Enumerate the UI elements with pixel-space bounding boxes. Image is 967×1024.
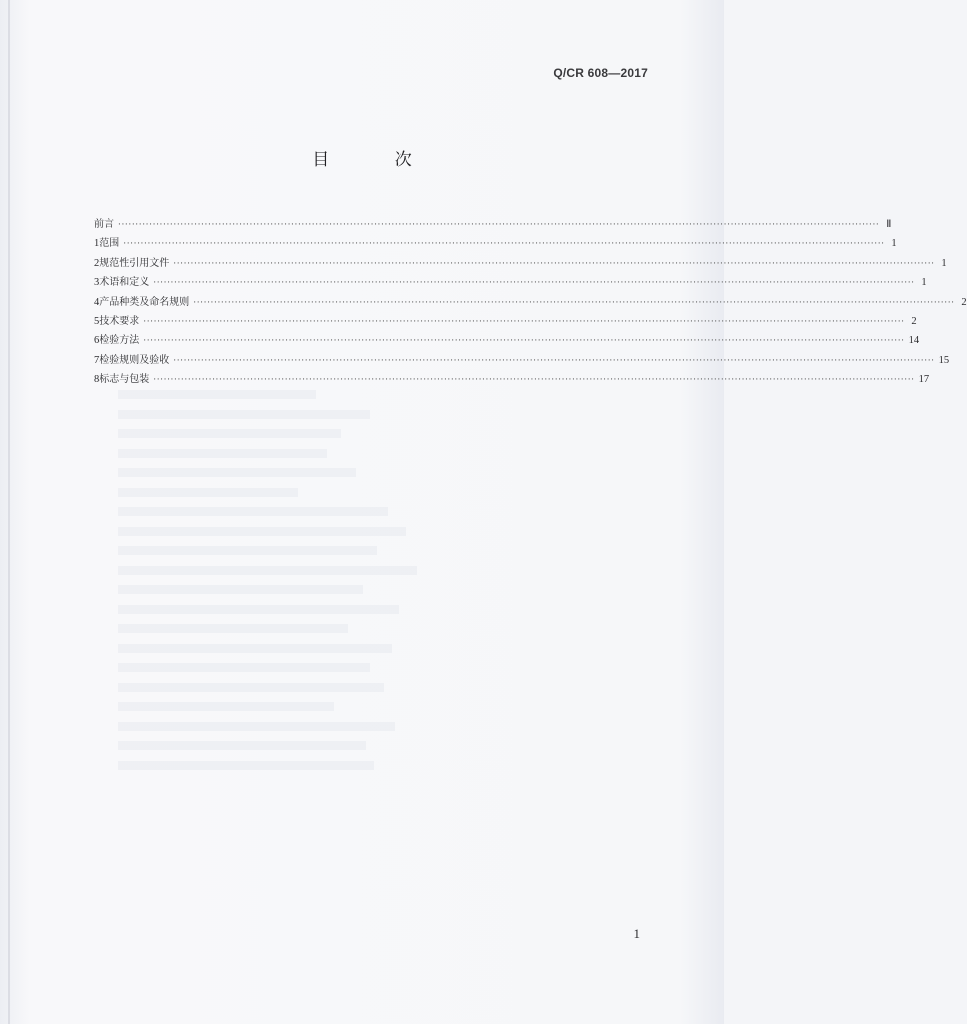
- toc-leader: ····························································································································································································································: [118, 220, 880, 230]
- toc-entry-terms-definitions[interactable]: [94, 273, 927, 292]
- toc-page: 1: [921, 277, 927, 289]
- toc-entry-inspection-rules[interactable]: [94, 351, 950, 370]
- toc-label: 产品种类及命名规则: [99, 296, 190, 308]
- toc-label: 检验规则及验收: [99, 354, 170, 366]
- toc-label: 范围: [99, 238, 120, 250]
- toc-label: 规范性引用文件: [99, 257, 170, 269]
- toc-entry-foreword[interactable]: [94, 215, 892, 234]
- toc-entry-marking-packaging[interactable]: [94, 370, 930, 389]
- toc-label: 术语和定义: [99, 277, 150, 289]
- toc-page: 15: [938, 354, 950, 366]
- toc-leader: ····························································································································································································································: [153, 375, 915, 386]
- toc-entry-product-types[interactable]: [94, 293, 967, 312]
- toc-label: 技术要求: [99, 315, 140, 327]
- toc-entry-technical-requirements[interactable]: [94, 312, 917, 331]
- toc-page: 17: [918, 374, 930, 386]
- toc-page: 1: [891, 238, 897, 250]
- page-title: 目 次: [312, 150, 442, 170]
- toc-page: 1: [941, 257, 947, 269]
- toc-leader: ····························································································································································································································: [143, 336, 905, 347]
- toc-number: 7: [94, 354, 100, 366]
- toc-entry-scope[interactable]: [94, 234, 897, 253]
- toc-number: 3: [94, 277, 100, 289]
- toc-number: 2: [94, 257, 100, 269]
- toc-number: 8: [94, 374, 100, 386]
- bleed-through-texture: [118, 390, 478, 780]
- toc-leader: ····························································································································································································································: [173, 355, 935, 366]
- toc-number: 6: [94, 335, 100, 347]
- toc-entry-normative-references[interactable]: [94, 254, 947, 273]
- toc-leader: ····························································································································································································································: [143, 316, 905, 327]
- toc-page: 14: [908, 335, 920, 347]
- toc-page: 2: [961, 296, 967, 308]
- toc-number: 5: [94, 315, 100, 327]
- toc-leader: ····························································································································································································································: [193, 297, 955, 308]
- toc-leader: ····························································································································································································································: [123, 239, 885, 250]
- toc-leader: ····························································································································································································································: [153, 278, 915, 289]
- toc-entry-test-methods[interactable]: [94, 331, 920, 350]
- toc-leader: ····························································································································································································································: [173, 258, 935, 269]
- table-of-contents: [94, 215, 967, 390]
- toc-page: 2: [911, 315, 917, 327]
- toc-label: 标志与包装: [99, 374, 150, 386]
- standard-code: Q/CR 608—2017: [553, 66, 648, 80]
- toc-number: 1: [94, 238, 100, 250]
- toc-label: 前言: [94, 219, 114, 230]
- toc-page: Ⅱ: [886, 219, 892, 230]
- toc-label: 检验方法: [99, 335, 140, 347]
- page-number: 1: [633, 926, 640, 941]
- toc-number: 4: [94, 296, 100, 308]
